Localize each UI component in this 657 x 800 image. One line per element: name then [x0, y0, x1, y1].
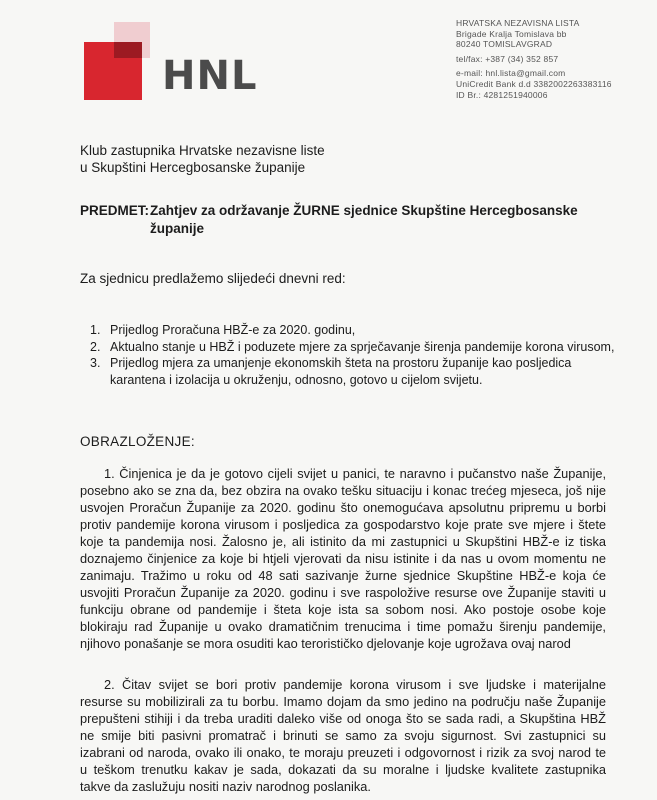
addressee-block [80, 142, 325, 176]
paragraph-line: izabrani od naroda, ovako ili onako, te moraju preuzeti i odgovornost i rizik za svoj narod te [80, 745, 606, 760]
agenda-item-text: Aktualno stanje u HBŽ i poduzete mjere za sprječavanje širenja pandemije korona virusom, [110, 339, 615, 354]
paragraph-line: usvojen Proračun Županije za 2020. godinu što onemogućava apsolutnu pripremu u borbi [80, 500, 606, 515]
paragraph-line: ne smije biti pasivni promatrač i brinuti se samo za svoju sigurnost. Svi zastupnici su [80, 728, 606, 743]
paragraph-line: zanimaju. Tražimo u roku od 48 sati sazivanje žurne sjednice Skupštine HBŽ-e koja će [80, 568, 606, 583]
paragraph-line: prepušteni stihiji i da treba uraditi daleko više od onoga što se sada radi, a Skupština HBŽ [80, 711, 606, 726]
paragraph-2 [80, 676, 606, 795]
paragraph-line: u teškom trenutku kakav je sada, dokazati da su moralne i ljudske kvalitete zastupnika [80, 762, 606, 777]
addressee-line-1: Klub zastupnika Hrvatske nezavisne liste [80, 143, 325, 158]
contact-city: 80240 TOMISLAVGRAD [456, 39, 553, 50]
paragraph-line: 2. Čitav svijet se bori protiv pandemije korona virusom i sve ljudske i materijalne [104, 677, 606, 692]
logo-wordmark: HNL [162, 53, 258, 99]
addressee-line-2: u Skupštini Hercegbosanske županije [80, 160, 306, 175]
paragraph-1 [80, 465, 606, 652]
paragraph-line: resurse su mobilizirali za tu borbu. Imamo dojam da smo jedino na području naše Županije [80, 694, 606, 709]
agenda-item [80, 339, 620, 356]
contact-email: e-mail: hnl.lista@gmail.com [456, 68, 566, 79]
subject-line-2: županije [150, 221, 205, 236]
section-title-obrazlozenje: OBRAZLOŽENJE: [80, 434, 195, 449]
contact-bank: UniCredit Bank d.d 3382002263383116 [456, 78, 612, 89]
subject-line-1: Zahtjev za održavanje ŽURNE sjednice Skupštine Hercegbosanske [150, 203, 578, 218]
agenda-list [80, 322, 620, 388]
paragraph-line: protiv pandemije korona virusom i posljedica za gospodarstvo koje prate sve mjere i štete [80, 517, 606, 532]
logo-overlap-square [114, 42, 142, 58]
paragraph-line: takve da zaslužuju nositi naziv narodnog poslanika. [80, 779, 371, 794]
agenda-item-text: Prijedlog Proračuna HBŽ-e za 2020. godinu, [110, 323, 356, 337]
contact-street: Brigade Kralja Tomislava bb [456, 28, 567, 39]
paragraph-line: njihovo ponašanje se mora osuditi kao terorističko djelovanje koje ugrožava ovaj narod [80, 636, 571, 651]
agenda-item-text: Prijedlog mjera za umanjenje ekonomskih šteta na prostoru županije kao posljedica karantena i izolacija u okruženju, odnosno, gotovo u cijelom svijetu. [110, 356, 572, 387]
paragraph-line: blokiraju rad Županije u ovako dramatičnim trenucima i time pomažu širenju pandemije, [80, 619, 606, 634]
paragraph-line: usvojiti Proračun Županije za 2020. godinu i sve raspoložive resurse ove Županije staviti u [80, 585, 606, 600]
agenda-item-number: 1. [90, 323, 101, 337]
subject-block [80, 202, 600, 238]
paragraph-line: posebno ako se zna da, bez obzira na ovako tešku situaciju i konac trećeg mjeseca, još nije [80, 483, 606, 498]
agenda-item-number: 3. [90, 356, 101, 370]
agenda-item [80, 322, 620, 339]
paragraph-line: doznajemo činjenice za koje bi htjeli vjerovati da nisu istinite i da nas u ovom momentu ne [80, 551, 606, 566]
agenda-item-number: 2. [90, 339, 101, 354]
contact-org-name: HRVATSKA NEZAVISNA LISTA [456, 18, 580, 28]
paragraph-line: funkciju obrane od pandemije i šteta koje ista sa sobom nosi. Ako postoje osobe koje [80, 602, 606, 617]
agenda-item [80, 355, 620, 388]
contact-id: ID Br.: 4281251940006 [456, 89, 548, 100]
letterhead-contact [456, 18, 646, 100]
contact-phone: tel/fax: +387 (34) 352 857 [456, 53, 559, 64]
hnl-logo [84, 22, 274, 112]
subject-label: PREDMET: [80, 203, 150, 218]
paragraph-line: 1. Činjenica je da je gotovo cijeli svijet u panici, te naravno i pučanstvo naše Županije, [104, 466, 606, 481]
agenda-intro: Za sjednicu predlažemo slijedeći dnevni red: [80, 271, 346, 286]
paragraph-line: koje ta pandemija nosi. Žalosno je, ali istinito da mi zastupnici u Skupštini HBŽ-e iz tiska [80, 534, 606, 549]
